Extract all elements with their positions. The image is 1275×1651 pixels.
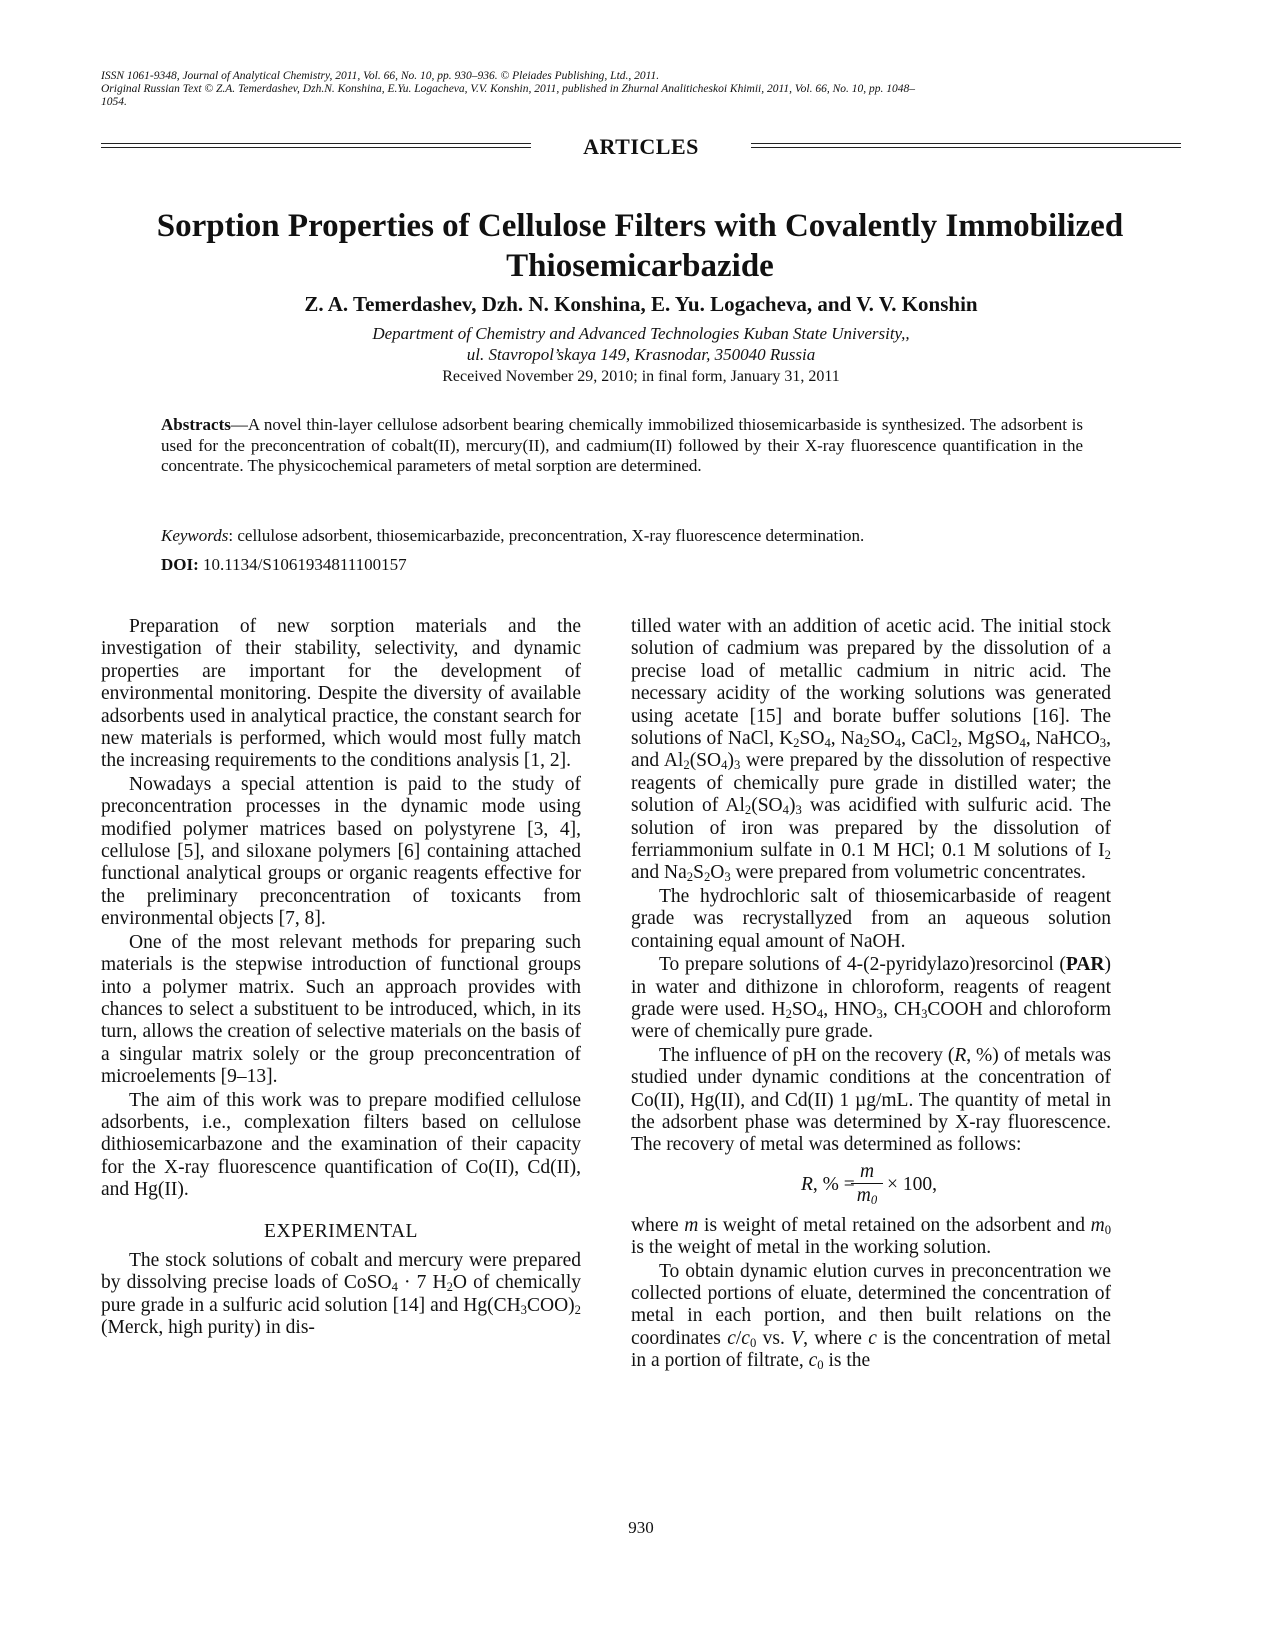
header-line-1: ISSN 1061-9348, Journal of Analytical Chemistry, 2011, Vol. 66, No. 10, pp. 930–936. © Pleiades Publishing, Ltd., 2011.	[101, 70, 660, 82]
paragraph: One of the most relevant methods for preparing such materials is the stepwise introduction of functional groups into a polymer matrix. Such an approach provides with chances to select a substituent to be introduced, which, in its turn, allows the creation of selective materials on the basis of a singular matrix solely or the group preconcentration of microelements [9–13].	[101, 931, 581, 1088]
formula-lhs: R, % =	[801, 1173, 855, 1195]
keywords-text: : cellulose adsorbent, thiosemicarbazide, preconcentration, X-ray fluorescence determination.	[228, 526, 865, 545]
keywords-label: Keywords	[161, 526, 229, 545]
doi-link[interactable]: 10.1134/S1061934811100157	[203, 555, 407, 574]
header-line-2: Original Russian Text © Z.A. Temerdashev, Dzh.N. Konshina, E.Yu. Logacheva, V.V. Konshin, 2011, published in Zhurnal Analiticheskoi Khimii, 2011, Vol. 66, No. 10, pp. 1048–	[101, 83, 915, 95]
header-line-3: 1054.	[101, 96, 127, 108]
paragraph: where m is weight of metal retained on the adsorbent and $m_0$ is the weight of metal in the working solution.	[631, 1214, 1112, 1259]
article-authors: Z. A. Temerdashev, Dzh. N. Konshina, E. Yu. Logacheva, and V. V. Konshin	[304, 292, 978, 316]
journal-header	[101, 70, 1181, 109]
affiliation	[101, 323, 1181, 365]
received-dates: Received November 29, 2010; in final form, January 31, 2011	[442, 368, 840, 385]
keywords	[161, 526, 1091, 546]
paragraph: tilled water with an addition of acetic acid. The initial stock solution of cadmium was prepared by the dissolution of a precise load of metallic cadmium in nitric acid. The necessary acidity of the working solutions was generated using acetate [15] and borate buffer solutions [16]. The solutions of NaCl, $K_2SO_4$, $Na_2SO_4$, CaCl$_2$, MgSO$_4$, NaHCO$_3$, and $Al_2(SO_4)_3$ were prepared by the dissolution of respective reagents of chemically pure grade in distilled water; the solution of $Al_2(SO_4)_3$ was acidified with sulfuric acid. The solution of iron was prepared by the dissolution of ferriammonium sulfate in 0.1 M HCl; 0.1 M solutions of $I_2$ and $Na_2S_2O_3$ were prepared from volumetric concentrates.	[631, 616, 1111, 885]
formula-rhs: × 100,	[887, 1173, 937, 1195]
left-column	[101, 616, 581, 1340]
paragraph: Nowadays a special attention is paid to the study of preconcentration processes in the dynamic mode using modified polymer matrices based on polystyrene [3, 4], cellulose [5], and siloxane polymers [6] containing attached functional analytical groups or organic reagents effective for the preliminary preconcentration of toxicants from environmental objects [7, 8].	[101, 773, 581, 930]
paragraph: To prepare solutions of 4-(2-pyridylazo)resorcinol (PAR) in water and dithizone in chloroform, reagents of reagent grade were used. $H_2SO_4$, $HNO_3$, $CH_3COOH$ and chloroform were of chemically pure grade.	[631, 954, 1112, 1043]
page-number: 930	[628, 1518, 654, 1537]
section-banner	[101, 134, 1181, 162]
paragraph: Preparation of new sorption materials and the investigation of their stability, selectivity, and dynamic properties are important for the development of environmental monitoring. Despite the diversity of available adsorbents used in analytical practice, the constant search for new materials is performed, which would most fully match the increasing requirements to the conditions analysis [1, 2].	[101, 616, 581, 772]
abstract-label: Abstracts	[161, 415, 231, 434]
affiliation-line-1: Department of Chemistry and Advanced Technologies Kuban State University,,	[372, 324, 910, 343]
formula-numerator: m	[851, 1161, 883, 1184]
abstract	[161, 415, 1083, 477]
doi-label: DOI:	[161, 555, 199, 574]
abstract-text: —A novel thin-layer cellulose adsorbent bearing chemically immobilized thiosemicarbaside is synthesized. The adsorbent is used for the preconcentration of cobalt(II), mercury(II), and cadmium(II) followed by their X-ray fluorescence quantification in the concentrate. The physicochemical parameters of metal sorption are determined.	[161, 415, 1083, 475]
formula-fraction	[851, 1161, 883, 1208]
formula-denominator: $m_0$	[856, 1184, 878, 1207]
recovery-formula	[631, 1161, 1111, 1211]
paragraph: The aim of this work was to prepare modified cellulose adsorbents, i.e., complexation filters based on cellulose dithiosemicarbazone and the examination of their capacity for the X-ray fluorescence quantification of Co(II), Cd(II), and Hg(II).	[101, 1089, 581, 1201]
right-column	[631, 616, 1111, 1373]
section-label: ARTICLES	[583, 134, 699, 159]
banner-rule-right	[751, 143, 1181, 148]
article-title: Sorption Properties of Cellulose Filters with Covalently Immobilized Thiosemicarbazide	[156, 208, 1124, 284]
affiliation-line-2: ul. Stavropol’skaya 149, Krasnodar, 350040 Russia	[466, 345, 816, 364]
doi	[161, 555, 407, 575]
paragraph: The influence of pH on the recovery (R, %) of metals was studied under dynamic conditions at the concentration of Co(II), Hg(II), and Cd(II) 1 µg/mL. The quantity of metal in the adsorbent phase was determined by X-ray fluorescence. The recovery of metal was determined as follows:	[631, 1044, 1111, 1156]
paragraph: The stock solutions of cobalt and mercury were prepared by dissolving precise loads of CoSO$_4$ · 7 $H_2O$ of chemically pure grade in a sulfuric acid solution [14] and $Hg(CH_3COO)_2$ (Merck, high purity) in dis-	[101, 1249, 582, 1339]
paragraph: The hydrochloric salt of thiosemicarbaside of reagent grade was recrystallyzed from an aqueous solution containing equal amount of NaOH.	[631, 885, 1111, 952]
paragraph: To obtain dynamic elution curves in preconcentration we collected portions of eluate, determined the concentration of metal in each portion, and then built relations on the coordinates $c/c_0$ vs. V, where c is the concentration of metal in a portion of filtrate, $c_0$ is the	[631, 1260, 1111, 1373]
section-heading-experimental: EXPERIMENTAL	[264, 1220, 418, 1242]
